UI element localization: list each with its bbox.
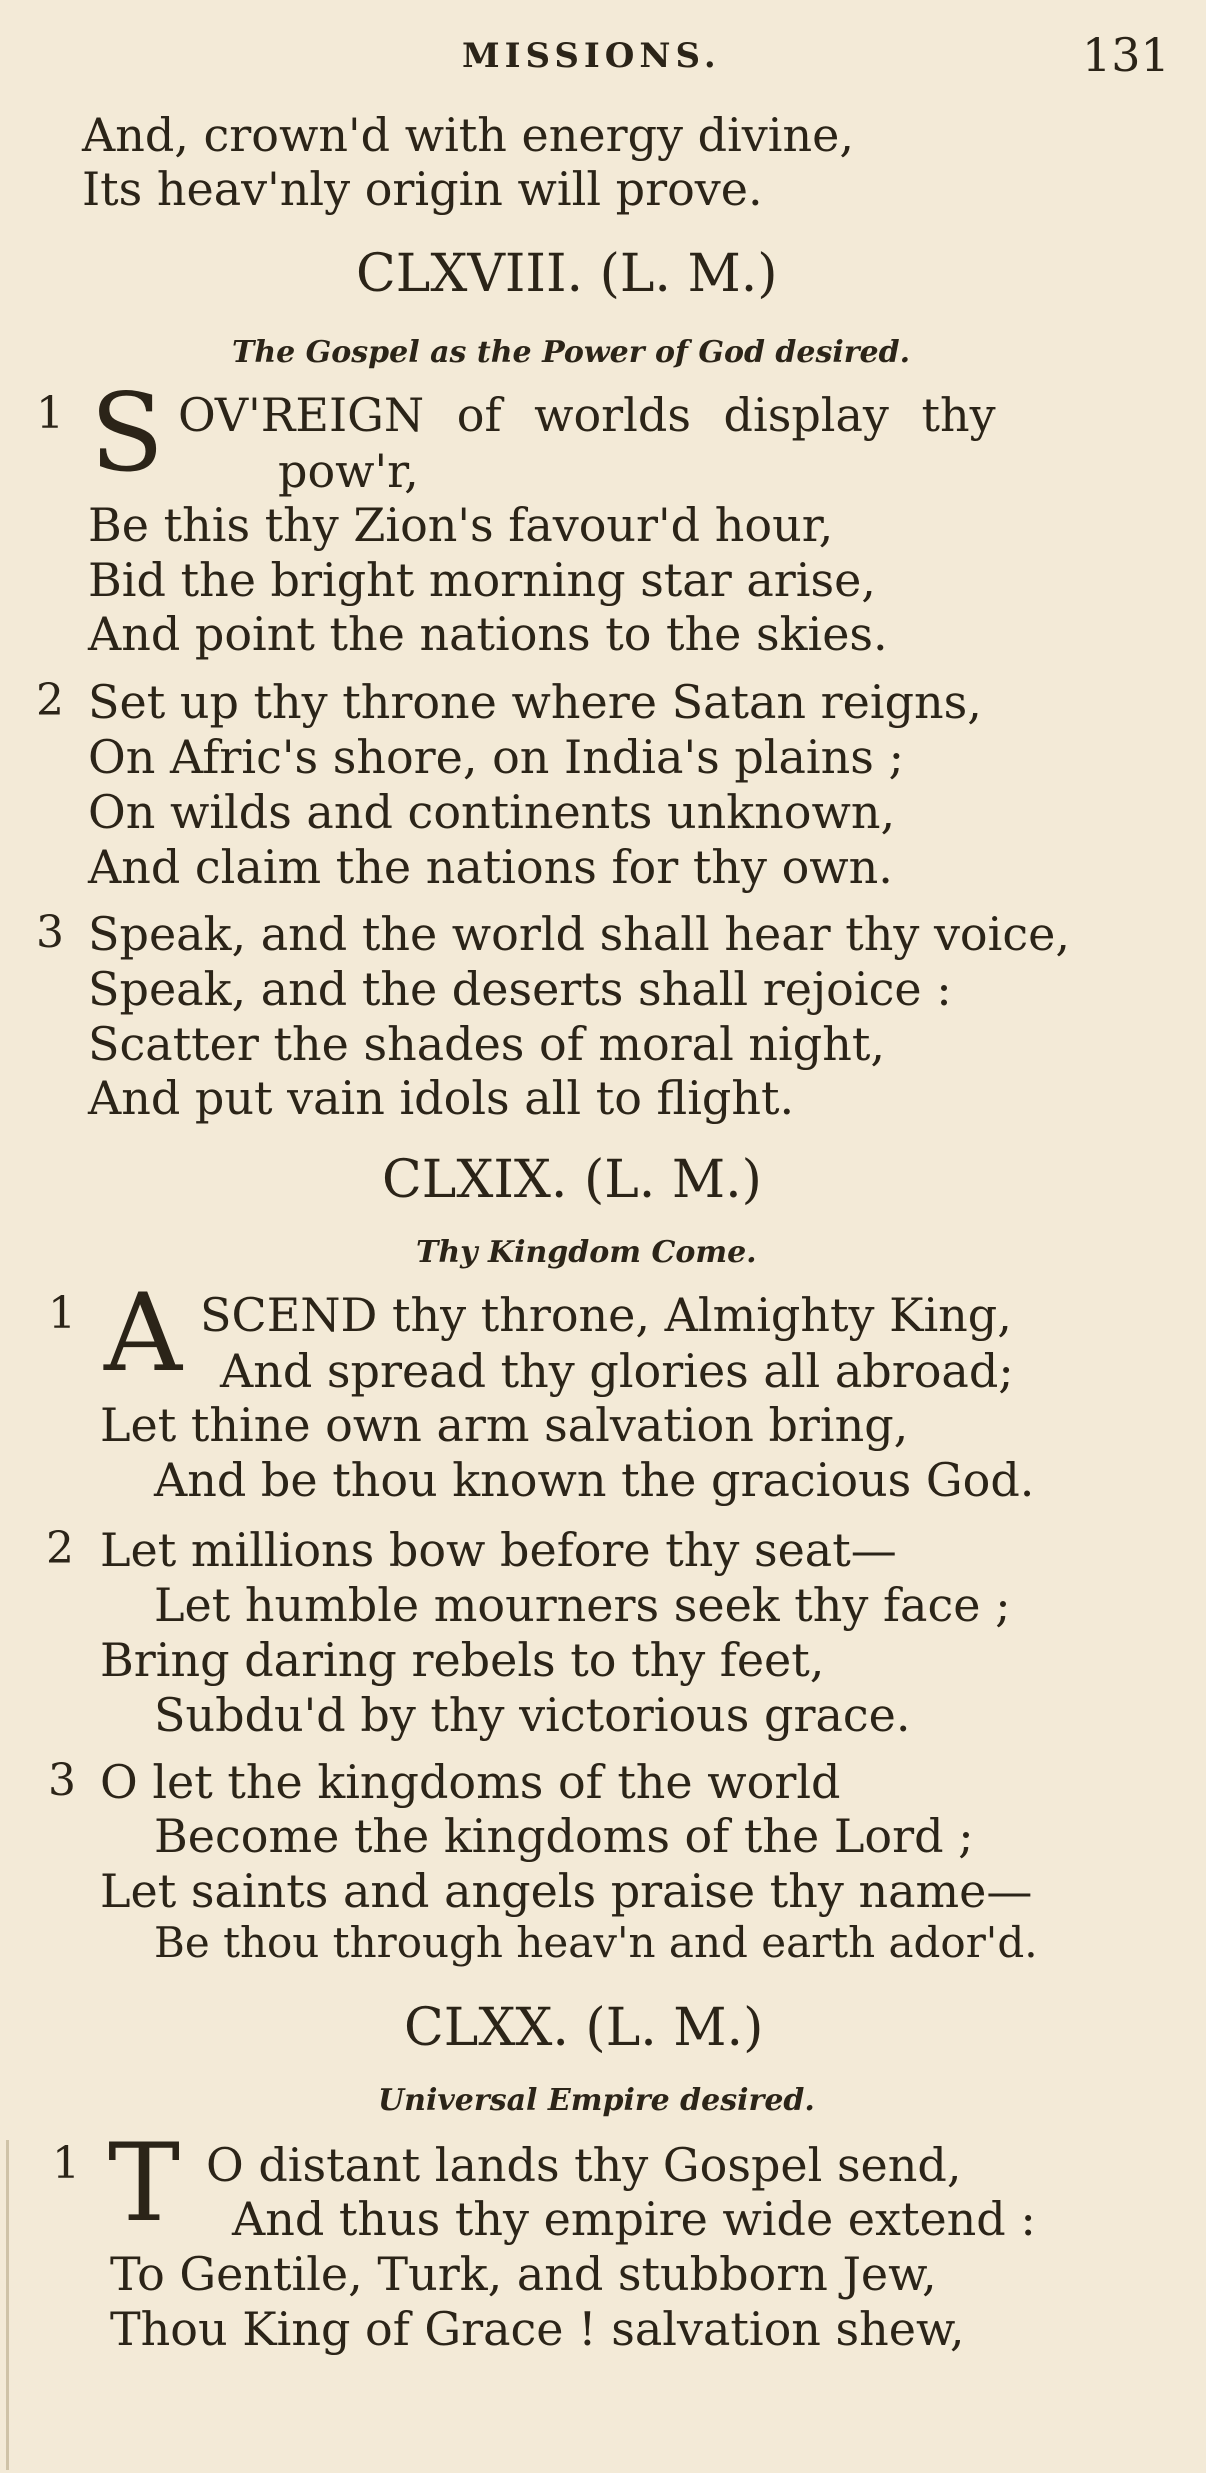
verse-line: Speak, and the deserts shall rejoice : xyxy=(88,962,952,1016)
verse-number: 1 xyxy=(48,1288,76,1339)
hymn-title: Thy Kingdom Come. xyxy=(416,1235,757,1270)
verse-first-line: O distant lands thy Gospel send, xyxy=(206,2138,962,2192)
drop-cap: S xyxy=(90,371,164,496)
hymn-title: Universal Empire desired. xyxy=(378,2083,815,2118)
verse-number: 2 xyxy=(36,675,64,726)
verse-line: On wilds and continents unknown, xyxy=(88,785,896,839)
hymn-title: The Gospel as the Power of God desired. xyxy=(232,335,911,370)
verse-number: 3 xyxy=(48,1755,76,1806)
verse-line: Let thine own arm salvation bring, xyxy=(100,1398,909,1452)
verse-line: Become the kingdoms of the Lord ; xyxy=(154,1809,974,1863)
verse-line: Bid the bright morning star arise, xyxy=(88,553,876,607)
verse-line: And claim the nations for thy own. xyxy=(88,840,893,894)
continuation-line: And, crown'd with energy divine, xyxy=(82,108,854,162)
verse-line: Subdu'd by thy victorious grace. xyxy=(154,1688,911,1742)
verse-line: On Afric's shore, on India's plains ; xyxy=(88,730,904,784)
verse-line: Let saints and angels praise thy name— xyxy=(100,1864,1033,1918)
verse-first-line: OV'REIGN of worlds display thy xyxy=(178,388,996,442)
verse-line: Bring daring rebels to thy feet, xyxy=(100,1633,825,1687)
verse-line: And be thou known the gracious God. xyxy=(154,1453,1035,1507)
verse-line: Let millions bow before thy seat— xyxy=(100,1523,897,1577)
drop-cap: T xyxy=(108,2121,181,2246)
page-edge-shadow xyxy=(6,2140,9,2470)
hymn-number: CLXVIII. (L. M.) xyxy=(356,244,778,304)
verse-line: And spread thy glories all abroad; xyxy=(220,1344,1014,1398)
verse-first-line: SCEND thy throne, Almighty King, xyxy=(200,1288,1012,1342)
verse-line: And thus thy empire wide extend : xyxy=(232,2192,1036,2246)
verse-line: pow'r, xyxy=(278,444,419,498)
verse-line: O let the kingdoms of the world xyxy=(100,1755,841,1809)
verse-line: Be thou through heav'n and earth ador'd. xyxy=(154,1918,1038,1967)
verse-line: Be this thy Zion's favour'd hour, xyxy=(88,498,834,552)
verse-line: And point the nations to the skies. xyxy=(88,607,888,661)
verse-line: Set up thy throne where Satan reigns, xyxy=(88,675,982,729)
verse-line: To Gentile, Turk, and stubborn Jew, xyxy=(110,2247,937,2301)
verse-line: Thou King of Grace ! salvation shew, xyxy=(110,2302,965,2356)
verse-line: And put vain idols all to flight. xyxy=(88,1071,795,1125)
hymn-number: CLXIX. (L. M.) xyxy=(382,1150,762,1210)
verse-number: 1 xyxy=(36,388,64,439)
running-head xyxy=(0,28,1206,88)
verse-number: 3 xyxy=(36,907,64,958)
page-number: 131 xyxy=(1082,28,1170,82)
verse-line: Speak, and the world shall hear thy voice, xyxy=(88,907,1070,961)
verse-line: Scatter the shades of moral night, xyxy=(88,1017,885,1071)
continuation-line: Its heav'nly origin will prove. xyxy=(82,162,763,216)
hymn-number: CLXX. (L. M.) xyxy=(404,1998,764,2058)
drop-cap: A xyxy=(104,1271,182,1396)
verse-number: 2 xyxy=(46,1523,74,1574)
verse-line: Let humble mourners seek thy face ; xyxy=(154,1578,1011,1632)
verse-number: 1 xyxy=(52,2138,80,2189)
running-title: MISSIONS. xyxy=(462,36,721,76)
